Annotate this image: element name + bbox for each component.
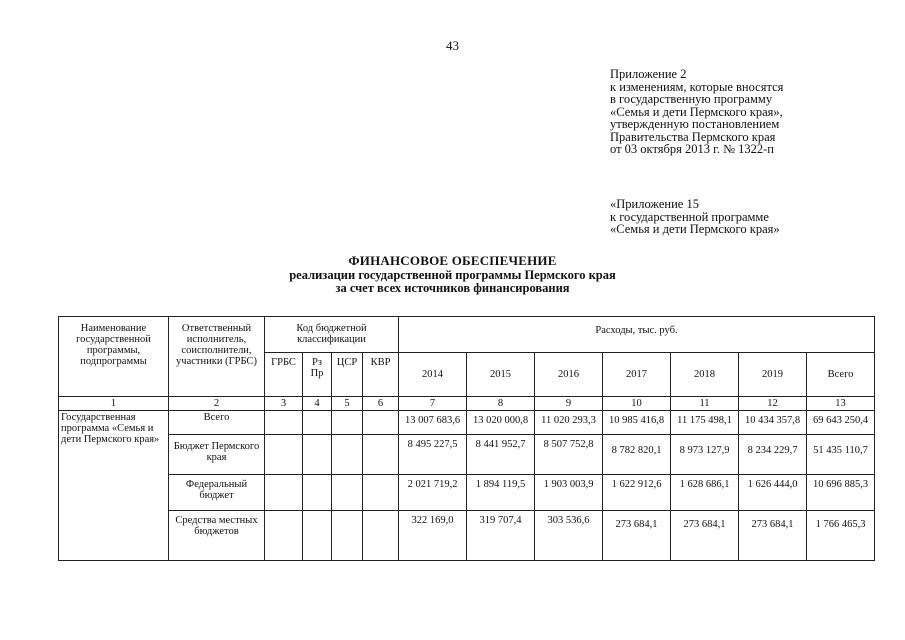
column-index: 8	[467, 397, 535, 411]
value-cell: 13 007 683,6	[399, 411, 467, 435]
header-year: 2019	[739, 353, 807, 397]
code-cell	[265, 411, 303, 435]
source-label: Средства местных бюджетов	[169, 511, 265, 561]
value-cell: 303 536,6	[535, 511, 603, 561]
column-index: 3	[265, 397, 303, 411]
value-cell: 8 507 752,8	[535, 435, 603, 475]
header-expenses: Расходы, тыс. руб.	[399, 317, 875, 353]
value-cell: 10 696 885,3	[807, 475, 875, 511]
value-cell: 10 434 357,8	[739, 411, 807, 435]
code-cell	[332, 475, 363, 511]
header-budget-code: Код бюджетной классификации	[265, 317, 399, 353]
table-row	[59, 435, 875, 475]
appendix-line: Приложение 2	[610, 67, 687, 81]
header-executor: Ответственный исполнитель, соисполнители, участники (ГРБС)	[169, 317, 265, 397]
header-kvr: КВР	[363, 353, 399, 397]
appendix-line: к изменениям, которые вносятся	[610, 79, 784, 94]
code-cell	[265, 475, 303, 511]
header-year: 2015	[467, 353, 535, 397]
value-cell: 273 684,1	[603, 511, 671, 561]
header-year: 2018	[671, 353, 739, 397]
code-cell	[332, 511, 363, 561]
subtitle-line: реализации государственной программы Пермского края	[289, 268, 616, 282]
column-index: 12	[739, 397, 807, 411]
value-cell: 322 169,0	[399, 511, 467, 561]
value-cell: 13 020 000,8	[467, 411, 535, 435]
table-row	[59, 511, 875, 561]
column-index: 13	[807, 397, 875, 411]
appendix-2-reference	[610, 68, 783, 156]
column-index: 2	[169, 397, 265, 411]
value-cell: 10 985 416,8	[603, 411, 671, 435]
table-row	[59, 475, 875, 511]
appendix-line: от 03 октября 2013 г. № 1322-п	[610, 142, 774, 156]
value-cell: 1 628 686,1	[671, 475, 739, 511]
code-cell	[363, 411, 399, 435]
code-cell	[303, 511, 332, 561]
value-cell: 69 643 250,4	[807, 411, 875, 435]
value-cell: 8 782 820,1	[603, 435, 671, 475]
code-cell	[363, 475, 399, 511]
appendix-line: «Семья и дети Пермского края»,	[610, 104, 783, 119]
table-row	[59, 411, 875, 435]
value-cell: 273 684,1	[671, 511, 739, 561]
value-cell: 1 626 444,0	[739, 475, 807, 511]
page-number: 43	[446, 38, 459, 53]
header-year: 2014	[399, 353, 467, 397]
header-rzpr: Рз Пр	[303, 353, 332, 397]
column-index: 1	[59, 397, 169, 411]
code-cell	[332, 411, 363, 435]
document-title: ФИНАНСОВОЕ ОБЕСПЕЧЕНИЕ	[348, 253, 557, 268]
appendix-line: Правительства Пермского края	[610, 129, 776, 144]
subtitle-line: за счет всех источников финансирования	[335, 281, 570, 295]
header-csr: ЦСР	[332, 353, 363, 397]
header-name: Наименование государственной программы, подпрограммы	[59, 317, 169, 397]
code-cell	[265, 435, 303, 475]
source-label: Всего	[169, 411, 265, 435]
value-cell: 1 766 465,3	[807, 511, 875, 561]
appendix-line: «Семья и дети Пермского края»	[610, 222, 780, 236]
value-cell: 11 020 293,3	[535, 411, 603, 435]
value-cell: 8 234 229,7	[739, 435, 807, 475]
code-cell	[303, 475, 332, 511]
column-index: 7	[399, 397, 467, 411]
column-index: 9	[535, 397, 603, 411]
appendix-line: в государственную программу	[610, 92, 773, 106]
value-cell: 8 495 227,5	[399, 435, 467, 475]
appendix-line: утвержденную постановлением	[610, 117, 780, 131]
code-cell	[363, 511, 399, 561]
column-index-row	[59, 397, 875, 411]
value-cell: 51 435 110,7	[807, 435, 875, 475]
value-cell: 11 175 498,1	[671, 411, 739, 435]
value-cell: 319 707,4	[467, 511, 535, 561]
column-index: 6	[363, 397, 399, 411]
value-cell: 273 684,1	[739, 511, 807, 561]
source-label: Федеральный бюджет	[169, 475, 265, 511]
document-subtitle	[0, 269, 905, 295]
code-cell	[363, 435, 399, 475]
value-cell: 2 021 719,2	[399, 475, 467, 511]
source-label: Бюджет Пермского края	[169, 435, 265, 475]
column-index: 5	[332, 397, 363, 411]
code-cell	[265, 511, 303, 561]
value-cell: 1 903 003,9	[535, 475, 603, 511]
header-row	[59, 317, 875, 353]
header-grbs: ГРБС	[265, 353, 303, 397]
appendix-15-reference	[610, 198, 780, 236]
header-year: 2016	[535, 353, 603, 397]
header-total: Всего	[807, 353, 875, 397]
value-cell: 1 622 912,6	[603, 475, 671, 511]
column-index: 4	[303, 397, 332, 411]
appendix-line: «Приложение 15	[610, 197, 699, 211]
program-name: Государственная программа «Семья и дети Пермского края»	[59, 411, 169, 561]
value-cell: 1 894 119,5	[467, 475, 535, 511]
value-cell: 8 441 952,7	[467, 435, 535, 475]
header-year: 2017	[603, 353, 671, 397]
code-cell	[303, 411, 332, 435]
column-index: 10	[603, 397, 671, 411]
financing-table	[58, 316, 875, 561]
code-cell	[303, 435, 332, 475]
value-cell: 8 973 127,9	[671, 435, 739, 475]
column-index: 11	[671, 397, 739, 411]
appendix-line: к государственной программе	[610, 209, 769, 224]
code-cell	[332, 435, 363, 475]
